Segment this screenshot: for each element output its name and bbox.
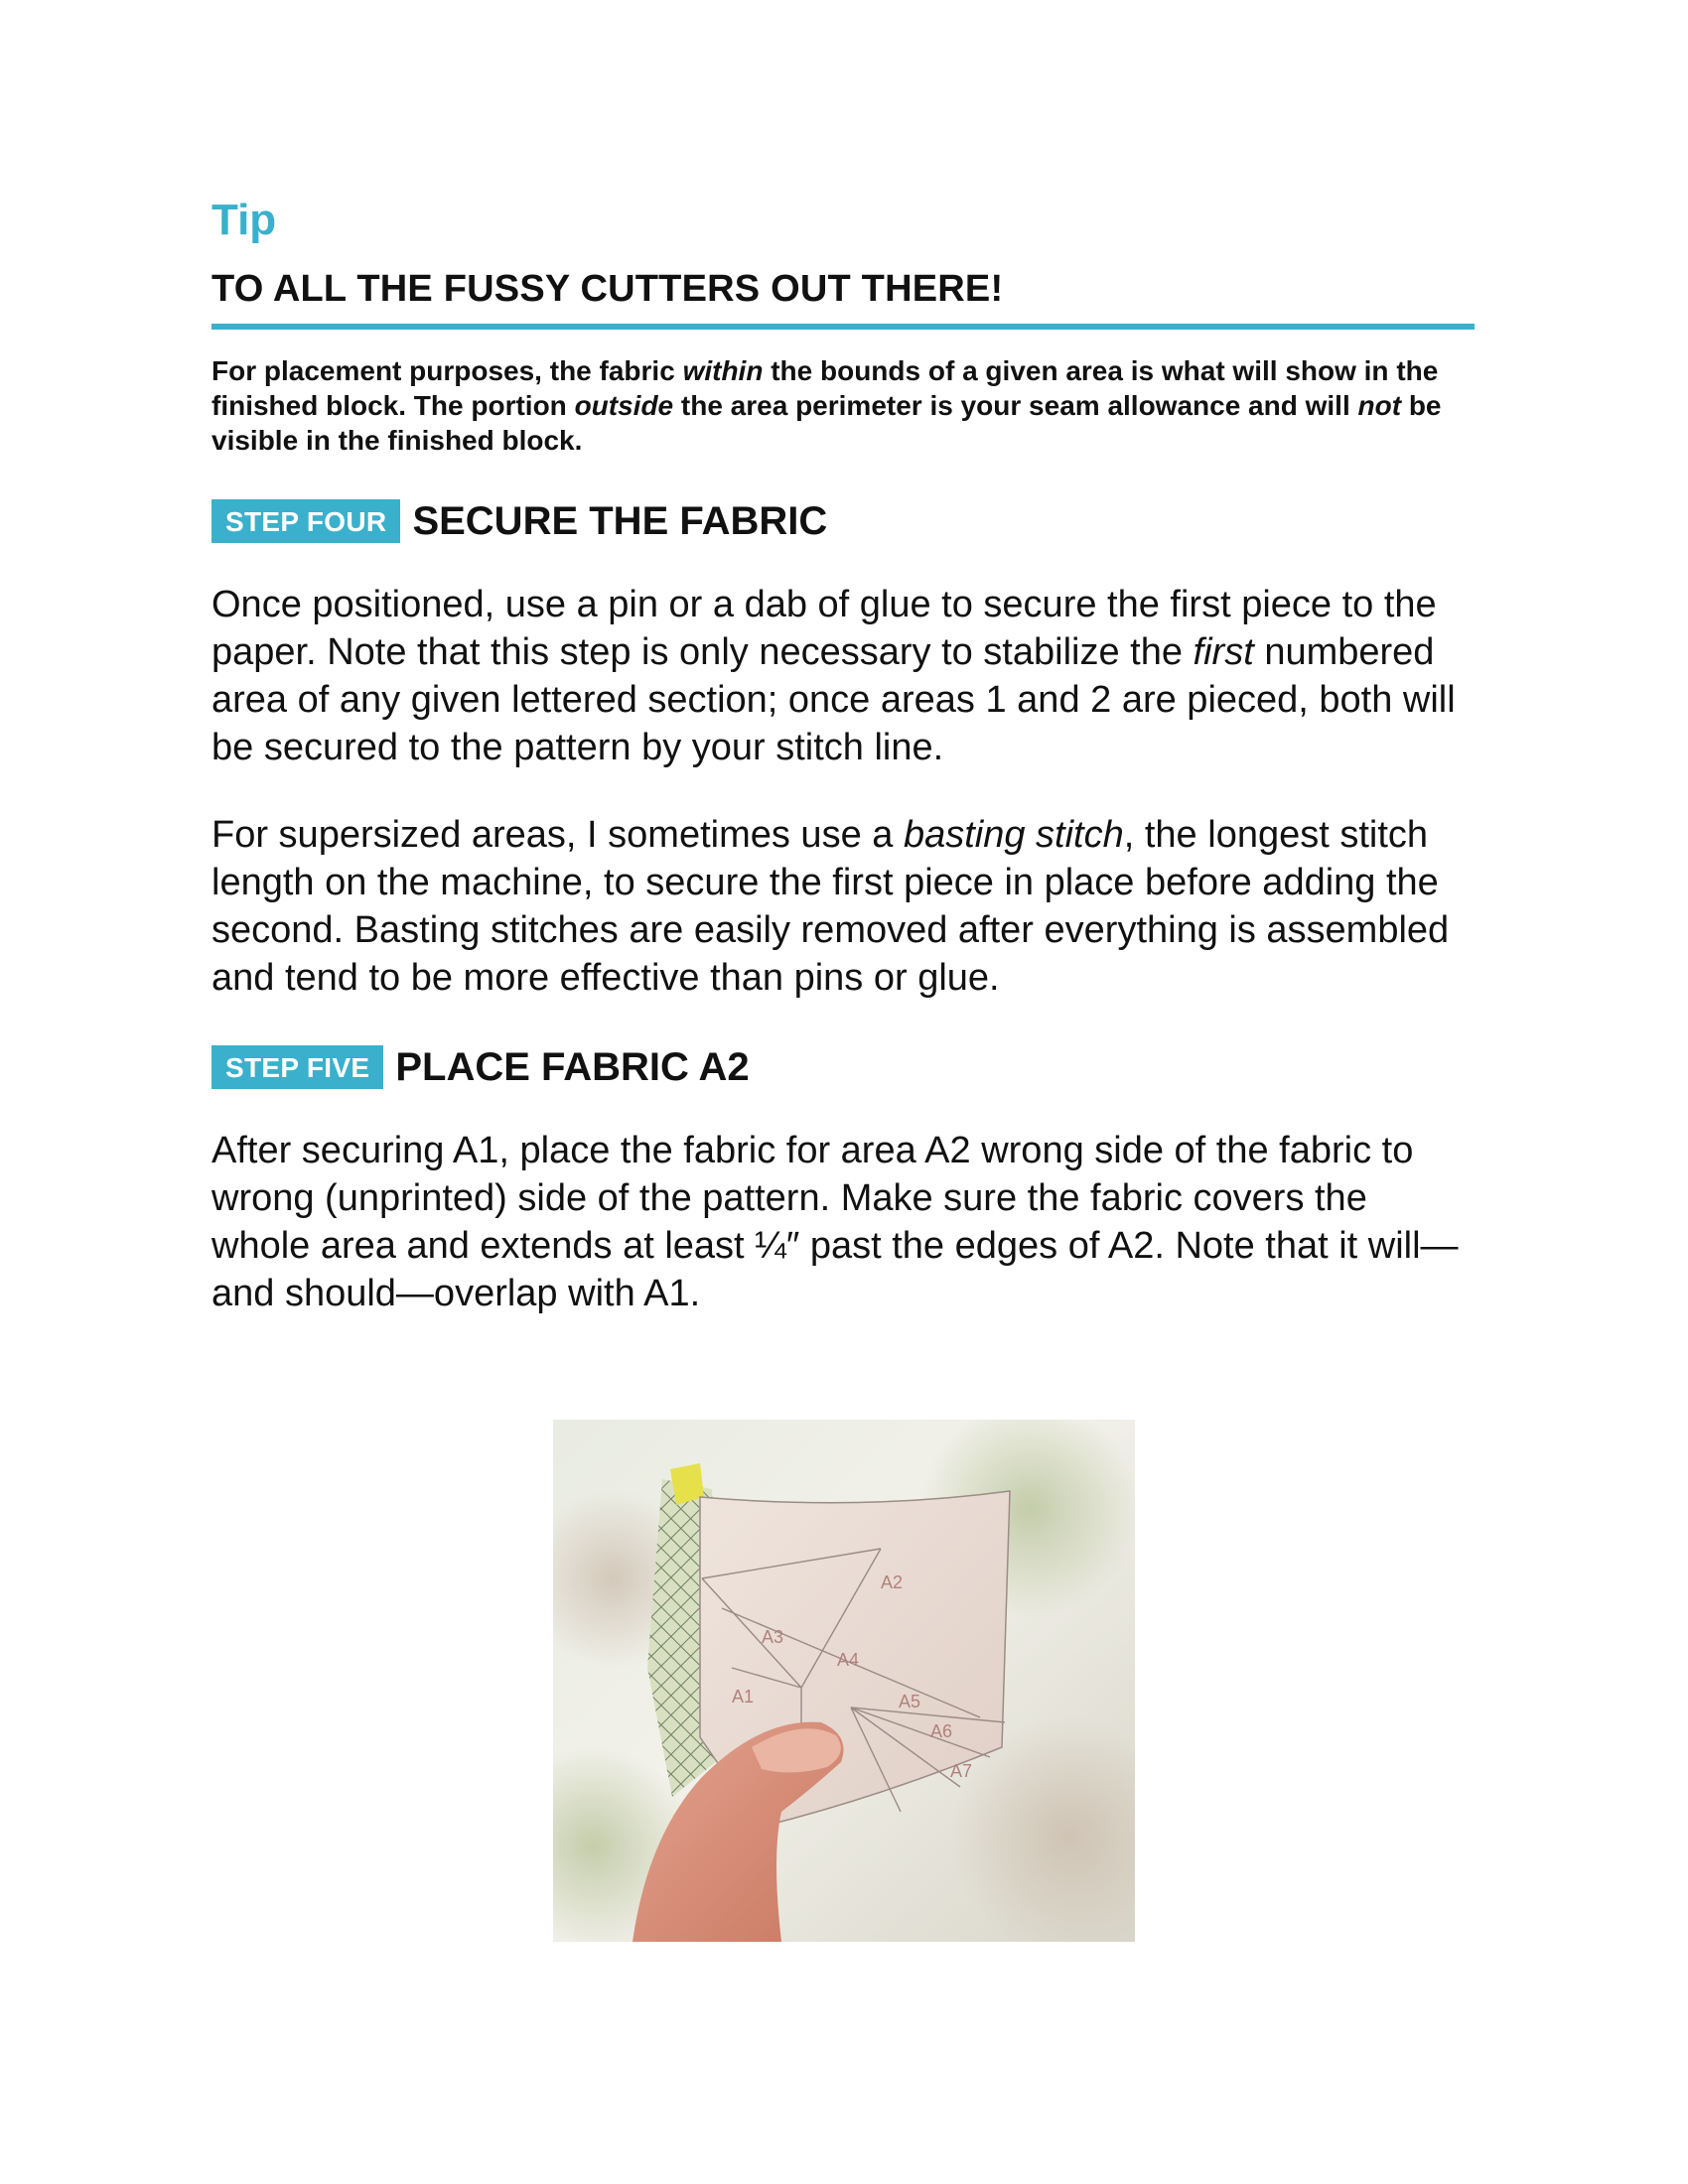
step-four-paragraph-2: For supersized areas, I sometimes use a basting stitch, the longest stitch length on the machine, to secure the first piece in place before adding the second. Basting stitches are easily removed after everything is assembled and tend to be more effective than pins or glue. xyxy=(211,814,1450,999)
pattern-label-a4: A4 xyxy=(837,1650,860,1670)
step-five-badge: STEP FIVE xyxy=(211,1045,383,1089)
emphasis-text: outside xyxy=(574,390,674,421)
step-four-badge: STEP FOUR xyxy=(211,499,400,543)
tip-divider xyxy=(211,324,1475,330)
pattern-label-a5: A5 xyxy=(899,1692,921,1711)
tip-title: TO ALL THE FUSSY CUTTERS OUT THERE! xyxy=(211,268,1004,310)
step-five-header xyxy=(211,1045,1475,1089)
step-five-paragraph-1: After securing A1, place the fabric for area A2 wrong side of the fabric to wrong (unprinted) side of the pattern. Make sure the fabric covers the whole area and extends at least ¼″ past the edges of A2. Note that it will—and should—overlap with A1. xyxy=(211,1130,1459,1314)
step-four-paragraph-1: Once positioned, use a pin or a dab of glue to secure the first piece to the paper. Note that this step is only necessary to stabilize the first numbered area of any given lettered section; once areas 1 and 2 are pieced, both will be secured to the pattern by your stitch line. xyxy=(211,584,1456,768)
emphasis-text: within xyxy=(682,355,764,386)
pattern-label-a7: A7 xyxy=(950,1761,973,1781)
foundation-paper-photo xyxy=(553,1420,1135,1942)
pattern-label-a3: A3 xyxy=(762,1627,784,1647)
emphasis-text: basting stitch xyxy=(903,814,1124,856)
page-content xyxy=(211,189,1475,1317)
pattern-label-a6: A6 xyxy=(930,1721,953,1741)
step-four-title: SECURE THE FABRIC xyxy=(412,499,828,543)
emphasis-text: not xyxy=(1357,390,1402,421)
pattern-label-a2: A2 xyxy=(881,1572,904,1592)
tip-body: For placement purposes, the fabric within the bounds of a given area is what will show in the finished block. The portion outside the area perimeter is your seam allowance and will not be visible in the finished block. xyxy=(211,355,1442,456)
tip-label: Tip xyxy=(211,196,277,244)
emphasis-text: first xyxy=(1193,631,1254,673)
step-five-title: PLACE FABRIC A2 xyxy=(395,1045,750,1089)
step-four-header xyxy=(211,499,1475,543)
pattern-label-a1: A1 xyxy=(732,1687,755,1706)
